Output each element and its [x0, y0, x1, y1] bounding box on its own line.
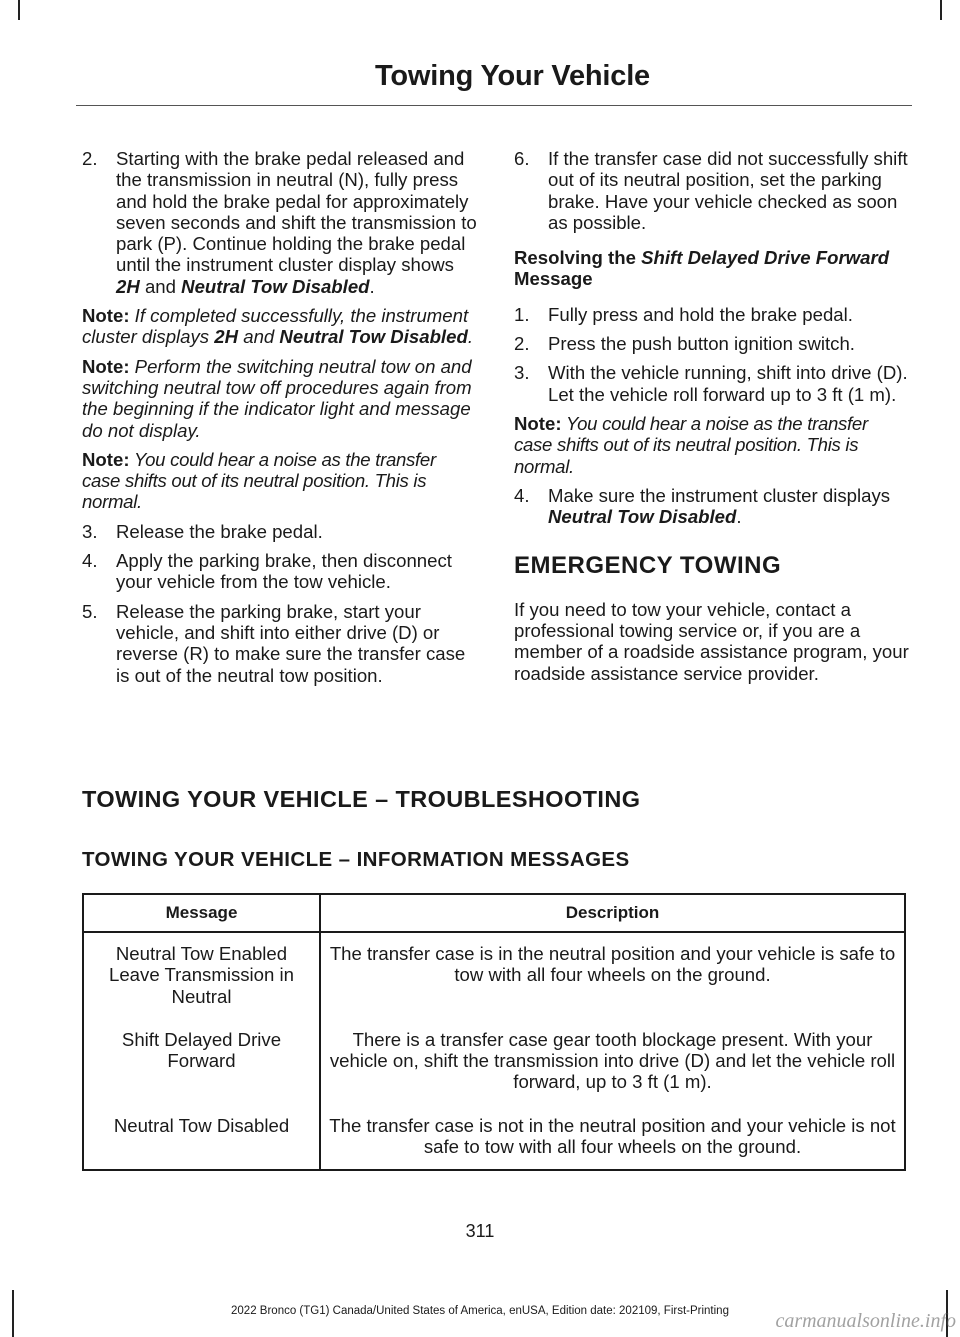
description-cell: The transfer case is in the neutral position and your vehicle is safe to tow with all four wheels on the ground. — [320, 932, 905, 1019]
page-number: 311 — [465, 1221, 495, 1241]
table-row — [83, 932, 905, 1019]
left-column — [82, 148, 478, 694]
resolving-subheading: Resolving the Shift Delayed Drive Forward Message — [514, 247, 890, 290]
emergency-towing-text: If you need to tow your vehicle, contact a professional towing service or, if you are a member of a roadside assistance program, your roadside assistance service provider. — [514, 598, 909, 684]
note-repeat-procedure: Note: Perform the switching neutral tow on and switching neutral tow off procedures again from the beginning if the indicator light and message do not display. — [82, 355, 472, 441]
column-header-description: Description — [320, 894, 905, 932]
right-column — [514, 148, 910, 692]
step-2: 2. Starting with the brake pedal released and the transmission in neutral (N), fully press and hold the brake pedal for approximately seven seconds and shift the transmission to park (P). Continue holding the brake pedal until the instrument cluster display shows 2H and Neutral Tow Disabled. — [82, 148, 477, 297]
note-completed: Note: If completed successfully, the instrument cluster displays 2H and Neutral Tow Disabled. — [82, 305, 473, 348]
header-divider — [76, 105, 912, 106]
message-cell: Neutral Tow Enabled Leave Transmission in Neutral — [83, 932, 320, 1019]
crop-mark-top-right — [940, 0, 942, 20]
troubleshooting-heading: TOWING YOUR VEHICLE – TROUBLESHOOTING — [82, 786, 641, 812]
step-4: 4. Apply the parking brake, then disconnect your vehicle from the tow vehicle. — [82, 550, 452, 593]
step-6: 6. If the transfer case did not successfully shift out of its neutral position, set the parking brake. Have your vehicle checked as soon as possible. — [514, 148, 908, 233]
information-messages-table — [82, 893, 906, 1171]
resolve-step-4: 4. Make sure the instrument cluster displays Neutral Tow Disabled. — [514, 484, 891, 528]
message-cell: Shift Delayed Drive Forward — [83, 1019, 320, 1105]
step-3: 3. Release the brake pedal. — [82, 520, 323, 542]
emergency-towing-heading: EMERGENCY TOWING — [514, 552, 782, 580]
crop-mark-top-left — [18, 0, 20, 20]
note-noise: Note: You could hear a noise as the transfer case shifts out of its neutral position. This is normal. — [82, 448, 436, 513]
resolve-step-3: 3. With the vehicle running, shift into drive (D). Let the vehicle roll forward up to 3 ft (1 m). — [514, 362, 908, 405]
description-cell: The transfer case is not in the neutral position and your vehicle is not safe to tow with all four wheels on the ground. — [320, 1105, 905, 1171]
description-cell: There is a transfer case gear tooth blockage present. With your vehicle on, shift the transmission into drive (D) and let the vehicle roll forward, up to 3 ft (1 m). — [320, 1019, 905, 1105]
page-title: Towing Your Vehicle — [375, 60, 650, 92]
resolve-note-noise: Note: You could hear a noise as the transfer case shifts out of its neutral position. This is normal. — [514, 412, 868, 477]
table-row — [83, 1105, 905, 1171]
table-header-row — [83, 894, 905, 932]
step-5: 5. Release the parking brake, start your vehicle, and shift into either drive (D) or reverse (R) to make sure the transfer case is out of the neutral tow position. — [82, 600, 466, 686]
column-header-message: Message — [83, 894, 320, 932]
message-cell: Neutral Tow Disabled — [83, 1105, 320, 1171]
edition-footer: 2022 Bronco (TG1) Canada/United States of America, enUSA, Edition date: 202109, First-Printing — [231, 1305, 729, 1317]
site-watermark[interactable]: carmanualsonline.info — [775, 1310, 956, 1332]
resolve-step-2: 2. Press the push button ignition switch. — [514, 333, 855, 355]
table-row — [83, 1019, 905, 1105]
resolve-step-1: 1. Fully press and hold the brake pedal. — [514, 303, 853, 325]
information-messages-heading: TOWING YOUR VEHICLE – INFORMATION MESSAGES — [82, 848, 630, 871]
